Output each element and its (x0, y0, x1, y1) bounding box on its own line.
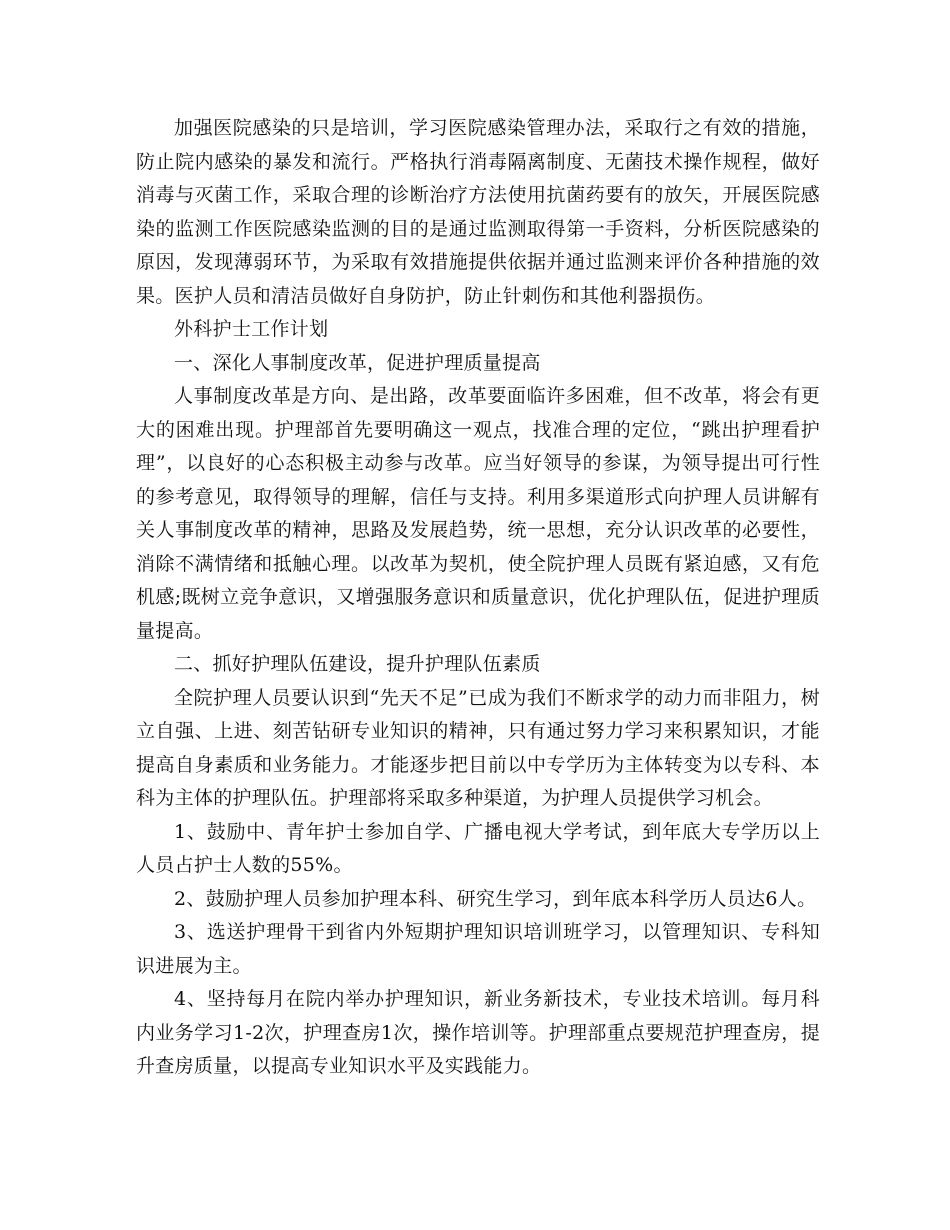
heading-team-building: 二、抓好护理队伍建设，提升护理队伍素质 (174, 653, 541, 675)
heading-personnel-reform: 一、深化人事制度改革，促进护理质量提高 (174, 351, 541, 374)
list-item-3: 3、选送护理骨干到省内外短期护理知识培训班学习，以管理知识、专科知识进展为主。 (136, 921, 820, 977)
paragraph-team-building: 全院护理人员要认识到“先天不足”已成为我们不断求学的动力而非阻力，树立自强、上进、刻苦钻研专业知识的精神，只有通过努力学习来积累知识，才能提高自身素质和业务能力。才能逐步把目前以中专学历为主体转变为以专科、本科为主体的护理队伍。护理部将采取多种渠道，为护理人员提供学习机会。 (136, 686, 820, 809)
list-item-1: 1、鼓励中、青年护士参加自学、广播电视大学考试，到年底大专学历以上人员占护士人数的55%。 (136, 820, 820, 876)
paragraph-infection-control: 加强医院感染的只是培训，学习医院感染管理办法，采取行之有效的措施，防止院内感染的暴发和流行。严格执行消毒隔离制度、无菌技术操作规程，做好消毒与灭菌工作，采取合理的诊断治疗方法使用抗菌药要有的放矢，开展医院感染的监测工作医院感染监测的目的是通过监测取得第一手资料，分析医院感染的原因，发现薄弱环节，为采取有效措施提供依据并通过监测来评价各种措施的效果。医护人员和清洁员做好自身防护，防止针刺伤和其他利器损伤。 (136, 117, 820, 307)
list-item-4: 4、坚持每月在院内举办护理知识，新业务新技术，专业技术培训。每月科内业务学习1-2次，护理查房1次，操作培训等。护理部重点要规范护理查房，提升查房质量，以提高专业知识水平及实践能力。 (136, 988, 820, 1077)
section-title-surgical-nurse-plan: 外科护士工作计划 (174, 318, 329, 340)
paragraph-personnel-reform: 人事制度改革是方向、是出路，改革要面临许多困难，但不改革，将会有更大的困难出现。护理部首先要明确这一观点，找准合理的定位，“跳出护理看护理”，以良好的心态积极主动参与改革。应当好领导的参谋，为领导提出可行性的参考意见，取得领导的理解，信任与支持。利用多渠道形式向护理人员讲解有关人事制度改革的精神，思路及发展趋势，统一思想，充分认识改革的必要性，消除不满情绪和抵触心理。以改革为契机，使全院护理人员既有紧迫感，又有危机感;既树立竞争意识，又增强服务意识和质量意识，优化护理队伍，促进护理质量提高。 (136, 385, 820, 642)
list-item-2: 2、鼓励护理人员参加护理本科、研究生学习，到年底本科学历人员达6人。 (174, 887, 817, 910)
